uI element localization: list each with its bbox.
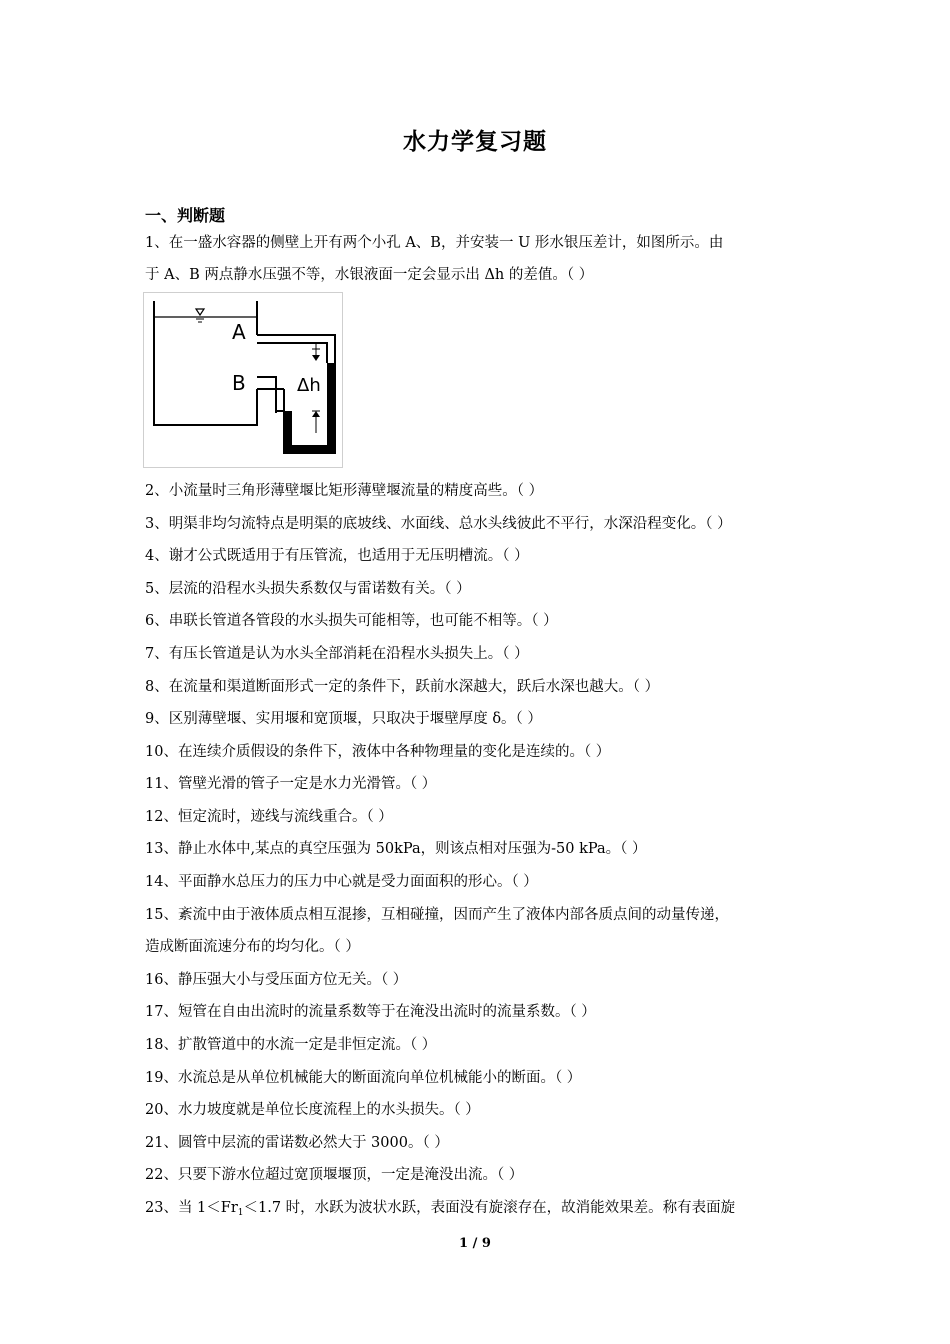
question-1-line-2: 于 A、B 两点静水压强不等，水银液面一定会显示出 Δh 的差值。（ ） bbox=[145, 267, 594, 283]
question-19: 19、水流总是从单位机械能大的断面流向单位机械能小的断面。（ ） bbox=[145, 1070, 582, 1086]
label-a: A bbox=[232, 320, 246, 344]
label-delta-h: Δh bbox=[297, 375, 321, 396]
question-12: 12、恒定流时，迹线与流线重合。（ ） bbox=[145, 809, 393, 825]
question-15-line-2: 造成断面流速分布的均匀化。（ ） bbox=[145, 939, 360, 955]
question-22: 22、只要下游水位超过宽顶堰堰顶，一定是淹没出流。（ ） bbox=[145, 1167, 524, 1183]
question-20: 20、水力坡度就是单位长度流程上的水头损失。（ ） bbox=[145, 1102, 480, 1118]
pipe-a bbox=[257, 335, 335, 453]
water-level-symbol bbox=[196, 309, 204, 315]
question-16: 16、静压强大小与受压面方位无关。（ ） bbox=[145, 972, 408, 988]
question-23-line-1: 23、当 $1<Fr_1<1.7$ 时，水跃为波状水跃，表面没有旋滚存在，故消能效果差。称有表面旋 bbox=[145, 1200, 736, 1218]
page-title: 水力学复习题 bbox=[403, 129, 547, 155]
question-18: 18、扩散管道中的水流一定是非恒定流。（ ） bbox=[145, 1037, 437, 1053]
question-1-line-1: 1、在一盛水容器的侧壁上开有两个小孔 A、B，并安装一 U 形水银压差计，如图所示。由 bbox=[145, 235, 724, 251]
manometer-diagram bbox=[144, 293, 342, 467]
question-13: 13、静止水体中,某点的真空压强为 50kPa，则该点相对压强为-50 kPa。（ ） bbox=[145, 841, 647, 857]
page-number: 1 / 9 bbox=[459, 1236, 491, 1251]
label-b: B bbox=[232, 371, 246, 395]
question-3: 3、明渠非均匀流特点是明渠的底坡线、水面线、总水头线彼此不平行，水深沿程变化。（ ） bbox=[145, 516, 732, 532]
question-8: 8、在流量和渠道断面形式一定的条件下，跃前水深越大，跃后水深也越大。（ ） bbox=[145, 679, 660, 695]
pipe-b bbox=[257, 377, 276, 413]
question-11: 11、管壁光滑的管子一定是水力光滑管。（ ） bbox=[145, 776, 437, 792]
question-14: 14、平面静水总压力的压力中心就是受力面面积的形心。（ ） bbox=[145, 874, 538, 890]
question-7: 7、有压长管道是认为水头全部消耗在沿程水头损失上。（ ） bbox=[145, 646, 529, 662]
question-9: 9、区别薄壁堰、实用堰和宽顶堰，只取决于堰壁厚度 δ。（ ） bbox=[145, 711, 542, 727]
question-2: 2、小流量时三角形薄壁堰比矩形薄壁堰流量的精度高些。（ ） bbox=[145, 483, 544, 499]
question-5: 5、层流的沿程水头损失系数仅与雷诺数有关。（ ） bbox=[145, 581, 471, 597]
manometer-figure bbox=[143, 292, 343, 468]
question-4: 4、谢才公式既适用于有压管流，也适用于无压明槽流。（ ） bbox=[145, 548, 529, 564]
question-15-line-1: 15、紊流中由于液体质点相互混掺，互相碰撞，因而产生了液体内部各质点间的动量传递， bbox=[145, 907, 729, 923]
question-6: 6、串联长管道各管段的水头损失可能相等，也可能不相等。（ ） bbox=[145, 613, 558, 629]
section-heading: 一、判断题 bbox=[145, 206, 226, 225]
question-21: 21、圆管中层流的雷诺数必然大于 3000。（ ） bbox=[145, 1135, 449, 1151]
question-10: 10、在连续介质假设的条件下，液体中各种物理量的变化是连续的。（ ） bbox=[145, 744, 611, 760]
question-17: 17、短管在自由出流时的流量系数等于在淹没出流时的流量系数。（ ） bbox=[145, 1004, 596, 1020]
